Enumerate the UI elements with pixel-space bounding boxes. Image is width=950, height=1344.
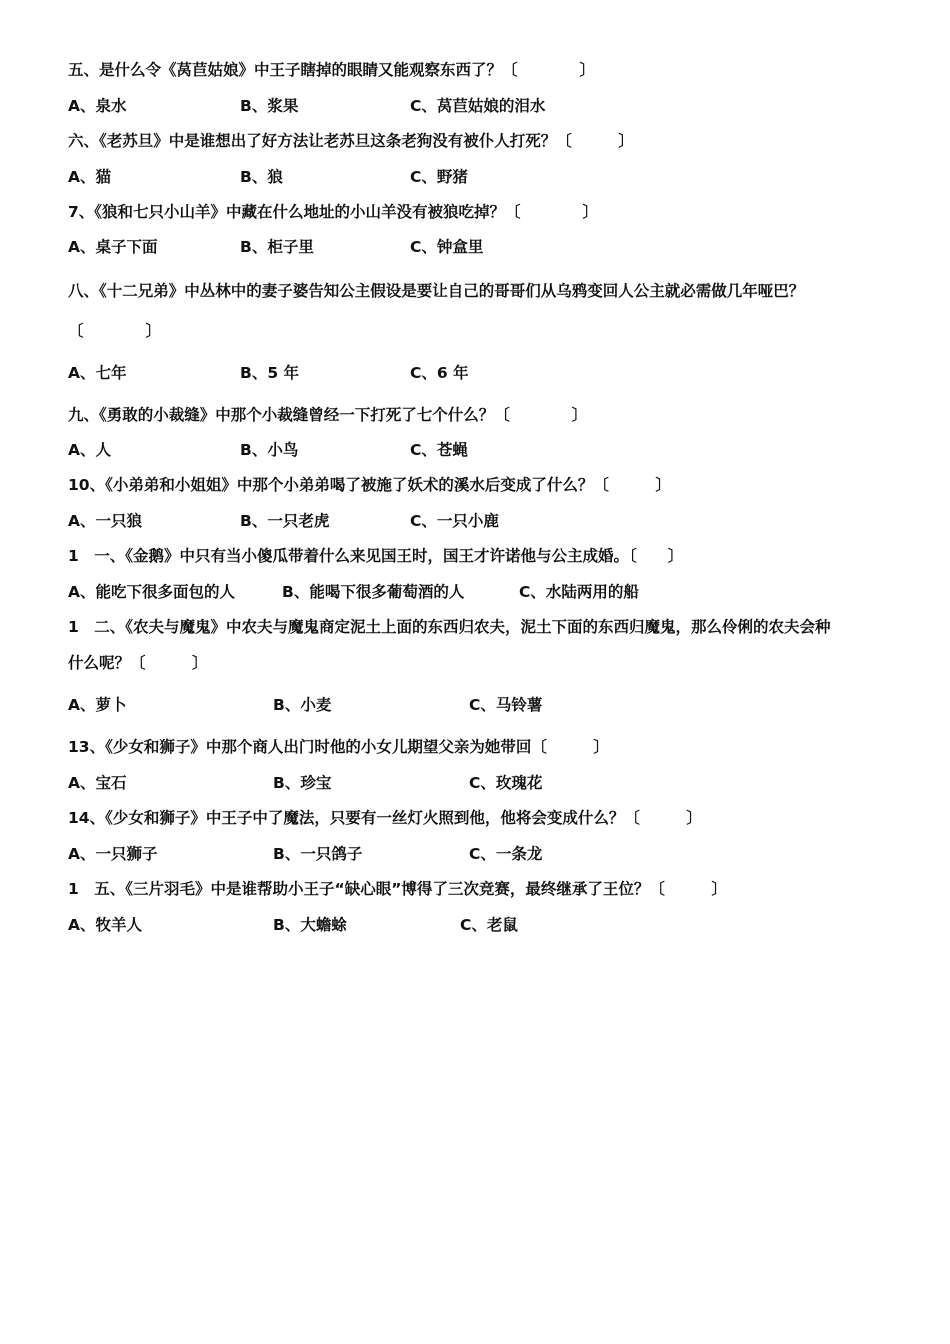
question-7-text: 7、《狼和七只小山羊》中藏在什么地址的小山羊没有被狼吃掉？〔 〕 — [68, 203, 599, 221]
question-7-option-a: A、桌子下面 — [68, 238, 158, 256]
question-12-text: 1 二、《农夫与魔鬼》中农夫与魔鬼商定泥土上面的东西归农夫，泥土下面的东西归魔鬼，那么伶俐的农夫会种 — [68, 618, 831, 636]
question-11-option-b: B、能喝下很多葡萄酒的人 — [282, 583, 465, 601]
question-14-option-b: B、一只鸽子 — [273, 845, 363, 863]
question-10-option-b: B、一只老虎 — [240, 512, 330, 530]
question-8-option-b: B、5 年 — [240, 364, 299, 382]
question-15-option-c: C、老鼠 — [460, 916, 518, 934]
question-7-option-b: B、柜子里 — [240, 238, 314, 256]
question-15-option-b: B、大蟾蜍 — [273, 916, 347, 934]
question-14-option-a: A、一只狮子 — [68, 845, 158, 863]
question-9-text: 九、《勇敢的小裁缝》中那个小裁缝曾经一下打死了七个什么？〔 〕 — [68, 406, 588, 424]
question-8-answer-bracket: 〔 〕 — [68, 322, 162, 340]
question-9-option-c: C、苍蝇 — [410, 441, 468, 459]
question-12-option-c: C、马铃薯 — [469, 696, 543, 714]
question-13-option-b: B、珍宝 — [273, 774, 332, 792]
question-5-option-b: B、浆果 — [240, 97, 299, 115]
question-15-option-a: A、牧羊人 — [68, 916, 142, 934]
question-11-option-c: C、水陆两用的船 — [519, 583, 639, 601]
question-9-option-a: A、人 — [68, 441, 111, 459]
question-5-option-c: C、莴苣姑娘的泪水 — [410, 97, 546, 115]
question-12-option-b: B、小麦 — [273, 696, 332, 714]
question-14-option-c: C、一条龙 — [469, 845, 543, 863]
question-12-text-continued: 什么呢？〔 〕 — [68, 654, 208, 672]
question-11-option-a: A、能吃下很多面包的人 — [68, 583, 235, 601]
question-8-option-a: A、七年 — [68, 364, 127, 382]
question-12-option-a: A、萝卜 — [68, 696, 127, 714]
question-10-text: 10、《小弟弟和小姐姐》中那个小弟弟喝了被施了妖术的溪水后变成了什么？〔 〕 — [68, 476, 671, 494]
question-13-text: 13、《少女和狮子》中那个商人出门时他的小女儿期望父亲为她带回〔 〕 — [68, 738, 609, 756]
question-13-option-a: A、宝石 — [68, 774, 127, 792]
question-15-text: 1 五、《三片羽毛》中是谁帮助小王子“缺心眼”博得了三次竞赛，最终继承了王位？〔 〕 — [68, 880, 727, 898]
question-6-text: 六、《老苏旦》中是谁想出了好方法让老苏旦这条老狗没有被仆人打死？〔 〕 — [68, 132, 634, 150]
question-8-text: 八、《十二兄弟》中丛林中的妻子婆告知公主假设是要让自己的哥哥们从乌鸦变回人公主就必需做几年哑巴？ — [68, 282, 805, 300]
question-5-text: 五、是什么令《莴苣姑娘》中王子瞎掉的眼睛又能观察东西了？〔 〕 — [68, 61, 596, 79]
question-9-option-b: B、小鸟 — [240, 441, 299, 459]
question-14-text: 14、《少女和狮子》中王子中了魔法，只要有一丝灯火照到他，他将会变成什么？〔 〕 — [68, 809, 702, 827]
question-8-option-c: C、6 年 — [410, 364, 469, 382]
question-6-option-b: B、狼 — [240, 168, 283, 186]
question-13-option-c: C、玫瑰花 — [469, 774, 543, 792]
question-6-option-c: C、野猪 — [410, 168, 468, 186]
question-7-option-c: C、钟盒里 — [410, 238, 484, 256]
question-10-option-a: A、一只狼 — [68, 512, 142, 530]
question-10-option-c: C、一只小鹿 — [410, 512, 499, 530]
question-6-option-a: A、猫 — [68, 168, 111, 186]
question-11-text: 1 一、《金鹅》中只有当小傻瓜带着什么来见国王时，国王才许诺他与公主成婚。〔 〕 — [68, 547, 684, 565]
question-5-option-a: A、泉水 — [68, 97, 127, 115]
